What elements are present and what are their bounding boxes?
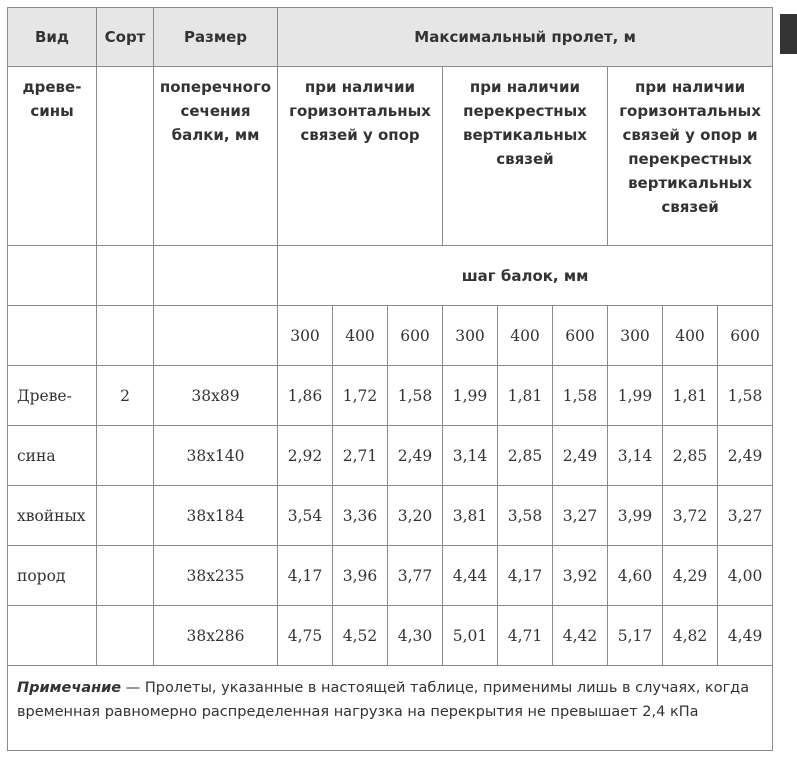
row-vid [8, 606, 97, 666]
step-value: 300 [443, 306, 498, 366]
row-value: 3,14 [443, 426, 498, 486]
step-values-row [8, 306, 773, 366]
row-value: 1,58 [718, 366, 773, 426]
row-sort [97, 546, 154, 606]
row-value: 4,82 [663, 606, 718, 666]
row-value: 1,99 [443, 366, 498, 426]
row-value: 3,27 [718, 486, 773, 546]
header-razmer: Размер [154, 8, 278, 67]
row-value: 4,49 [718, 606, 773, 666]
subheader-row [8, 67, 773, 246]
row-value: 3,27 [553, 486, 608, 546]
row-value: 1,72 [333, 366, 388, 426]
row-value: 4,17 [278, 546, 333, 606]
row-value: 4,44 [443, 546, 498, 606]
row-vid: Древе- [8, 366, 97, 426]
row-vid: сина [8, 426, 97, 486]
row-value: 2,85 [663, 426, 718, 486]
row-value: 3,99 [608, 486, 663, 546]
row-sort [97, 486, 154, 546]
row-sort: 2 [97, 366, 154, 426]
table-row [8, 426, 773, 486]
side-tab[interactable] [780, 14, 797, 54]
note-label: Примечание [17, 680, 122, 696]
note-row [8, 666, 773, 751]
row-value: 2,49 [718, 426, 773, 486]
row-size: 38х286 [154, 606, 278, 666]
row-value: 4,60 [608, 546, 663, 606]
row-value: 3,20 [388, 486, 443, 546]
step-value: 600 [553, 306, 608, 366]
row-size: 38х184 [154, 486, 278, 546]
step-value: 300 [608, 306, 663, 366]
row-value: 3,54 [278, 486, 333, 546]
empty-cell [97, 246, 154, 306]
row-value: 4,30 [388, 606, 443, 666]
subheader-group-horizontal: при наличии горизонтальных связей у опор [278, 67, 443, 246]
row-value: 3,77 [388, 546, 443, 606]
row-value: 1,58 [388, 366, 443, 426]
step-value: 400 [333, 306, 388, 366]
row-value: 3,36 [333, 486, 388, 546]
empty-cell [154, 246, 278, 306]
row-value: 3,14 [608, 426, 663, 486]
step-value: 600 [388, 306, 443, 366]
row-value: 2,71 [333, 426, 388, 486]
step-value: 300 [278, 306, 333, 366]
empty-cell [154, 306, 278, 366]
row-value: 2,49 [388, 426, 443, 486]
empty-cell [8, 246, 97, 306]
step-value: 600 [718, 306, 773, 366]
row-value: 1,58 [553, 366, 608, 426]
row-sort [97, 426, 154, 486]
row-vid: хвойных [8, 486, 97, 546]
row-value: 5,01 [443, 606, 498, 666]
header-row [8, 8, 773, 67]
row-value: 4,42 [553, 606, 608, 666]
note-cell [8, 666, 773, 751]
row-value: 2,92 [278, 426, 333, 486]
row-value: 1,81 [663, 366, 718, 426]
step-value: 400 [663, 306, 718, 366]
span-table [7, 7, 773, 751]
row-value: 1,81 [498, 366, 553, 426]
step-label-row [8, 246, 773, 306]
row-size: 38х89 [154, 366, 278, 426]
row-value: 4,29 [663, 546, 718, 606]
table-row [8, 606, 773, 666]
row-value: 1,99 [608, 366, 663, 426]
row-value: 3,58 [498, 486, 553, 546]
row-value: 4,75 [278, 606, 333, 666]
step-label: шаг балок, мм [278, 246, 773, 306]
row-sort [97, 606, 154, 666]
table-row [8, 366, 773, 426]
subheader-razmer: поперечного сечения балки, мм [154, 67, 278, 246]
row-size: 38х235 [154, 546, 278, 606]
row-vid: пород [8, 546, 97, 606]
row-size: 38х140 [154, 426, 278, 486]
subheader-group-vertical: при наличии перекрестных вертикальных связей [443, 67, 608, 246]
subheader-vid: древе- сины [8, 67, 97, 246]
table-row [8, 486, 773, 546]
row-value: 5,17 [608, 606, 663, 666]
row-value: 4,00 [718, 546, 773, 606]
header-max-span: Максимальный пролет, м [278, 8, 773, 67]
row-value: 3,81 [443, 486, 498, 546]
row-value: 4,17 [498, 546, 553, 606]
empty-cell [8, 306, 97, 366]
row-value: 3,92 [553, 546, 608, 606]
row-value: 4,52 [333, 606, 388, 666]
row-value: 3,72 [663, 486, 718, 546]
note-text: — Пролеты, указанные в настоящей таблице, применимы лишь в случаях, когда временная равномерно распределенная нагрузка на перекрытия не превышает 2,4 кПа [17, 680, 750, 720]
subheader-sort-empty [97, 67, 154, 246]
step-value: 400 [498, 306, 553, 366]
header-vid: Вид [8, 8, 97, 67]
row-value: 2,85 [498, 426, 553, 486]
row-value: 3,96 [333, 546, 388, 606]
row-value: 4,71 [498, 606, 553, 666]
empty-cell [97, 306, 154, 366]
subheader-group-both: при наличии горизонтальных связей у опор и перекрестных вертикальных связей [608, 67, 773, 246]
table-row [8, 546, 773, 606]
row-value: 1,86 [278, 366, 333, 426]
row-value: 2,49 [553, 426, 608, 486]
header-sort: Сорт [97, 8, 154, 67]
